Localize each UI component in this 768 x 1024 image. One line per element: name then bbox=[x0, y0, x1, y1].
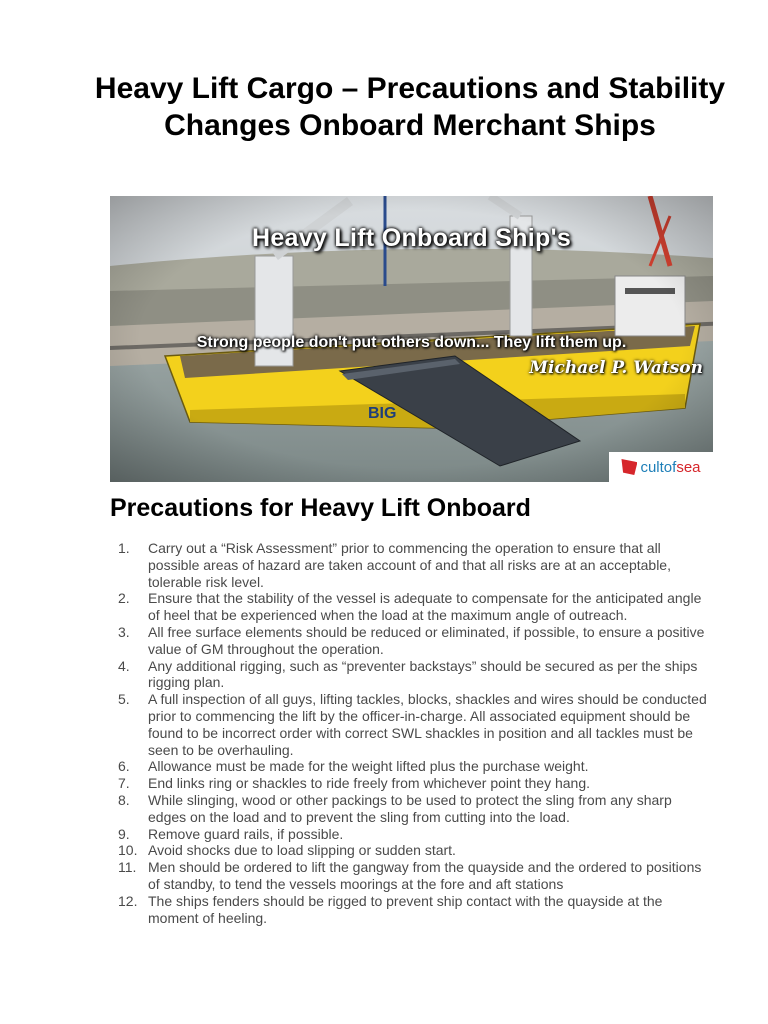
list-item bbox=[118, 842, 710, 859]
banner-quote: Strong people don't put others down... They lift them up. bbox=[196, 334, 627, 351]
list-item-text: Allowance must be made for the weight lifted plus the purchase weight. bbox=[148, 758, 589, 775]
page-title: Heavy Lift Cargo – Precautions and Stability Changes Onboard Merchant Ships bbox=[94, 72, 726, 142]
list-item-number: 3. bbox=[118, 623, 130, 640]
list-item bbox=[118, 775, 710, 792]
list-item bbox=[118, 758, 710, 775]
list-item-number: 6. bbox=[118, 758, 130, 775]
list-item bbox=[118, 826, 710, 843]
precautions-list bbox=[118, 540, 710, 926]
logo-text-suffix: sea bbox=[676, 458, 701, 476]
list-item bbox=[118, 691, 710, 758]
list-item bbox=[118, 859, 710, 893]
list-item-number: 8. bbox=[118, 791, 130, 808]
list-item-number: 4. bbox=[118, 657, 130, 674]
list-item-text: Avoid shocks due to load slipping or sudden start. bbox=[148, 842, 456, 859]
logo-mark-icon bbox=[621, 459, 637, 475]
list-item-text: While slinging, wood or other packings to be used to protect the sling from any sharp edges on the load and to prevent the sling from cutting into the load. bbox=[148, 791, 676, 825]
list-item bbox=[118, 792, 710, 826]
list-item bbox=[118, 540, 710, 590]
cultofsea-logo bbox=[609, 452, 713, 482]
banner-author: Michael P. Watson bbox=[529, 358, 703, 378]
list-item-text: All free surface elements should be reduced or eliminated, if possible, to ensure a positive value of GM throughout the operation. bbox=[148, 623, 709, 657]
list-item bbox=[118, 893, 710, 927]
hero-image bbox=[110, 196, 713, 482]
section-heading: Precautions for Heavy Lift Onboard bbox=[110, 494, 531, 522]
list-item-text: Ensure that the stability of the vessel is adequate to compensate for the anticipated angle of heel that be experienced when the load at the maximum angle of outreach. bbox=[148, 590, 706, 624]
list-item-text: End links ring or shackles to ride freely from whichever point they hang. bbox=[148, 775, 590, 792]
list-item-number: 11. bbox=[118, 859, 137, 876]
list-item-number: 5. bbox=[118, 691, 130, 708]
list-item-number: 12. bbox=[118, 892, 138, 909]
list-item-number: 9. bbox=[118, 825, 130, 842]
list-item-text: The ships fenders should be rigged to prevent ship contact with the quayside at the moment of heeling. bbox=[148, 892, 667, 926]
list-item bbox=[118, 624, 710, 658]
list-item-text: Remove guard rails, if possible. bbox=[148, 825, 344, 842]
list-item-number: 7. bbox=[118, 775, 130, 792]
list-item-number: 10. bbox=[118, 842, 138, 859]
list-item-number: 2. bbox=[118, 590, 130, 607]
list-item-text: Any additional rigging, such as “preventer backstays” should be secured as per the ships rigging plan. bbox=[148, 657, 702, 691]
list-item bbox=[118, 658, 710, 692]
list-item-text: A full inspection of all guys, lifting tackles, blocks, shackles and wires should be conducted prior to commencing the lift by the officer-in-charge. All associated equipment should be found to be incorrect order with correct SWL shackles in position and all tackles must be seen to be overhauling. bbox=[148, 691, 711, 758]
list-item-text: Carry out a “Risk Assessment” prior to commencing the operation to ensure that all possible areas of hazard are taken account of and that all risks are at an acceptable, tolerable risk level. bbox=[148, 540, 675, 590]
list-item-text: Men should be ordered to lift the gangway from the quayside and the ordered to positions of standby, to tend the vessels moorings at the fore and aft stations bbox=[148, 859, 706, 892]
list-item bbox=[118, 590, 710, 624]
logo-text-prefix: cultof bbox=[640, 458, 677, 476]
list-item-number: 1. bbox=[118, 540, 130, 556]
banner-headline: Heavy Lift Onboard Ship's bbox=[251, 224, 572, 252]
